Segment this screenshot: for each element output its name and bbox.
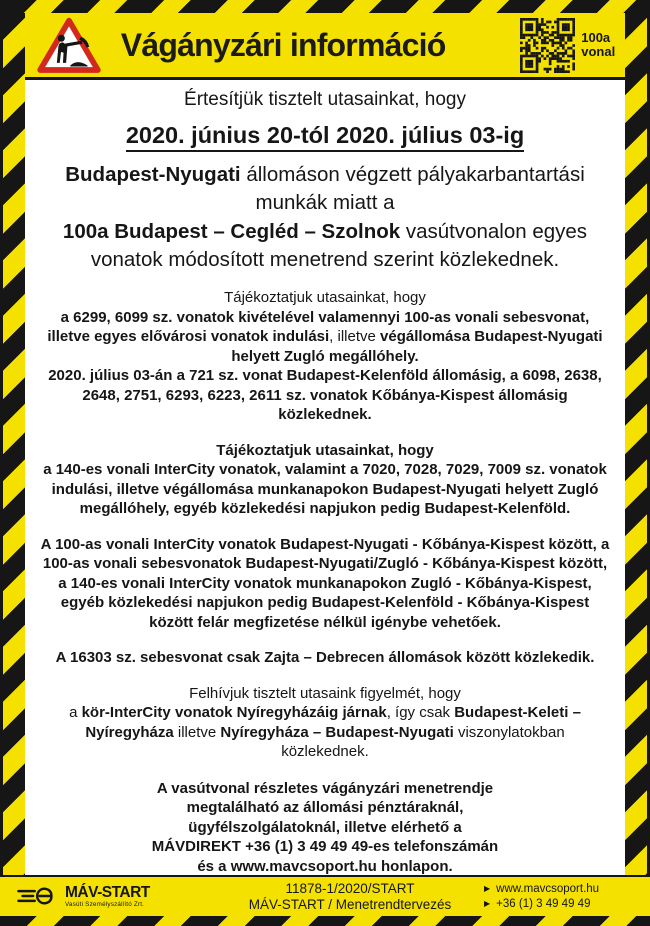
arrow-icon: ▶ (484, 884, 491, 893)
phone-row (484, 898, 634, 910)
contact-info-block: A vasútvonal részletes vágányzári menetrendje megtalálható az állomási pénztáraknál, ügyfélszolgálatoknál, illetve elérhető a MÁVDIREKT +36 (1) 3 49 49 49-es telefonszámán és a www.mavcsoport.hu honlapon. (151, 779, 499, 875)
department-label: MÁV-START / Menetrendtervezés (248, 896, 452, 912)
mav-start-logo (16, 885, 216, 909)
section-5-heading: Felhívjuk tisztelt utasaink figyelmét, hogy (189, 684, 461, 702)
page-title: Vágányzári információ (120, 26, 446, 63)
website-row (484, 883, 634, 895)
closure-summary-1: Budapest-Nyugati állomáson végzett pályakarbantartási munkák miatt a (65, 163, 585, 214)
hazard-band-top (0, 0, 650, 13)
mav-start-logo-icon (16, 885, 60, 907)
hazard-band-right (625, 13, 650, 875)
closure-summary-2: 100a Budapest – Cegléd – Szolnok vasútvonalon egyes vonatok módosított menetrend szerint közlekednek. (62, 220, 588, 271)
section-3-paragraph: A 100-as vonali InterCity vonatok Budapest-Nyugati - Kőbánya-Kispest között, a 100-as vonali sebesvonatok Budapest-Nyugati/Zugló - Kőbánya-Kispest között, a 140-es vonali InterCity vonatok munkanapokon Zugló - Kőbánya-Kispest, egyéb közlekedési napjukon pedig Budapest-Kelenföld - Kőbánya-Kispest között felár megfizetése nélkül igénybe vehetőek. (40, 535, 610, 631)
footer (0, 875, 650, 916)
hazard-band-left (0, 13, 25, 875)
section-2-heading: Tájékoztatjuk utasainkat, hogy (216, 441, 434, 459)
section-4-paragraph: A 16303 sz. sebesvonat csak Zajta – Debrecen állomások között közlekedik. (55, 649, 595, 666)
roadworks-warning-icon (37, 16, 101, 74)
logo-subtitle: Vasúti Személyszállító Zrt. (65, 901, 145, 909)
qr-code (520, 18, 575, 73)
phone-label: +36 (1) 3 49 49 49 (496, 898, 591, 910)
closure-date-range: 2020. június 20-tól 2020. július 03-ig (40, 122, 610, 152)
arrow-icon: ▶ (484, 899, 491, 908)
notice-body (25, 80, 625, 875)
qr-label: 100a vonal (581, 30, 616, 59)
hazard-band-bottom (0, 916, 650, 926)
section-1-paragraph-2: 2020. július 03-án a 721 sz. vonat Budapest-Kelenföld állomásig, a 6098, 2638, 2648, 2751, 6293, 6223, 2611 sz. vonatok Kőbánya-Kispest állomásig közlekednek. (48, 367, 602, 423)
section-1-paragraph-1: a 6299, 6099 sz. vonatok kivételével valamennyi 100-as vonali sebesvonat, illetve egyes elővárosi vonatok indulási, illetve végállomása Budapest-Nyugati helyett Zugló megállóhely. (47, 308, 603, 365)
document-number: 11878-1/2020/START (285, 880, 415, 896)
section-5-paragraph: a kör-InterCity vonatok Nyíregyházáig járnak, így csak Budapest-Keleti – Nyíregyháza illetve Nyíregyháza – Budapest-Nyugati viszonylatokban közlekednek. (69, 704, 581, 760)
notice-intro: Értesítjük tisztelt utasainkat, hogy (184, 89, 466, 110)
section-1-heading: Tájékoztatjuk utasainkat, hogy (224, 289, 426, 306)
website-label: www.mavcsoport.hu (496, 883, 600, 895)
section-2-paragraph: a 140-es vonali InterCity vonatok, valamint a 7020, 7028, 7029, 7009 sz. vonatok indulási, illetve végállomása munkanapokon Budapest-Nyugati helyett Zugló megállóhely, egyéb közlekedési napjukon pedig Budapest-Kelenföld. (43, 461, 607, 517)
logo-wordmark: MÁV-START (65, 883, 150, 901)
header (25, 13, 625, 80)
